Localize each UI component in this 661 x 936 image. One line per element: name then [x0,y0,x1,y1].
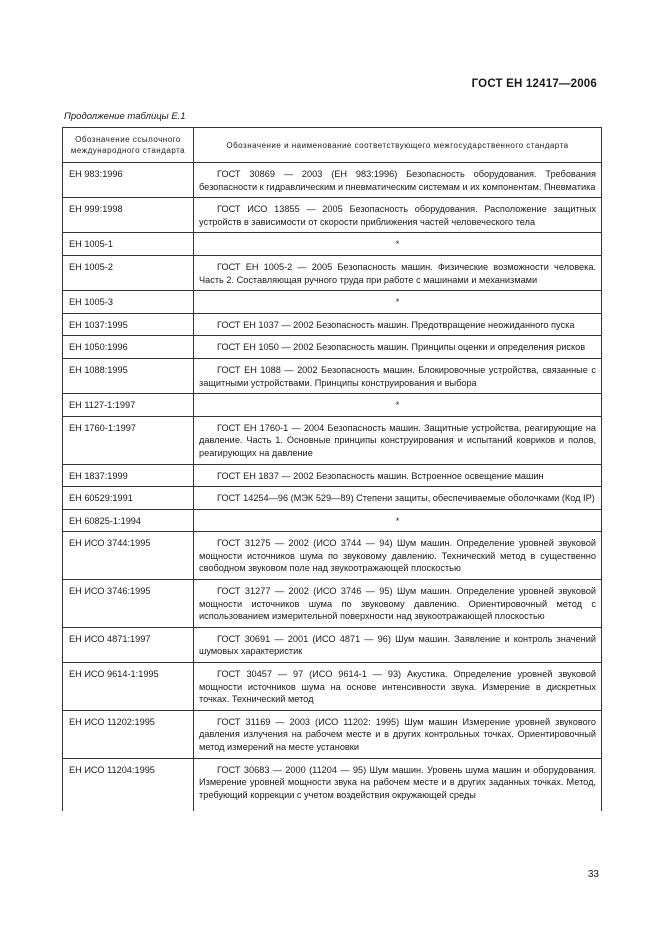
no-equivalent-marker: * [194,233,602,256]
table-continuation-caption: Продолжение таблицы Е.1 [64,111,186,122]
table-row [63,464,602,487]
table-row [63,509,602,532]
international-standard-code: ЕН 1837:1999 [63,464,194,487]
page-number: 33 [587,869,599,880]
no-equivalent-marker: * [194,394,602,417]
table-row [63,627,602,662]
international-standard-code: ЕН 1760-1:1997 [63,416,194,464]
table-header-row [63,128,602,163]
international-standard-code: ЕН 999:1998 [63,198,194,233]
interstate-standard-description: ГОСТ 30691 — 2001 (ИСО 4871 — 96) Шум машин. Заявление и контроль значений шумовых характеристик [194,627,602,662]
column-header-interstate-standard: Обозначение и наименование соответствующего межгосударственного стандарта [194,128,602,163]
table-row [63,163,602,198]
table-body [63,163,602,812]
interstate-standard-description: ГОСТ ЕН 1037 — 2002 Безопасность машин. Предотвращение неожиданного пуска [194,313,602,336]
table-row [63,394,602,417]
international-standard-code: ЕН ИСО 3746:1995 [63,580,194,628]
international-standard-code: ЕН ИСО 11202:1995 [63,710,194,758]
international-standard-code: ЕН 983:1996 [63,163,194,198]
interstate-standard-description: ГОСТ ЕН 1760-1 — 2004 Безопасность машин. Защитные устройства, реагирующие на давление. Часть 1. Основные принципы конструирования и испытаний ковриков и полов, реагирующих на давление [194,416,602,464]
table-row [63,336,602,359]
interstate-standard-description: ГОСТ ЕН 1050 — 2002 Безопасность машин. Принципы оценки и определения рисков [194,336,602,359]
interstate-standard-description: ГОСТ ЕН 1088 — 2002 Безопасность машин. Блокировочные устройства, связанные с защитными устройствами. Принципы конструирования и выбора [194,358,602,393]
interstate-standard-description: ГОСТ 30683 — 2000 (11204 — 95) Шум машин. Уровень шума машин и оборудования. Измерение уровней мощности звука на рабочем месте и в других заданных точках. Метод, требующий коррекции с учетом воздействия окружающей среды [194,758,602,811]
table-row [63,313,602,336]
table-row [63,487,602,510]
international-standard-code: ЕН 1005-3 [63,291,194,314]
table-row [63,758,602,811]
table-row [63,663,602,711]
international-standard-code: ЕН 1088:1995 [63,358,194,393]
international-standard-code: ЕН 1005-1 [63,233,194,256]
interstate-standard-description: ГОСТ 14254—96 (МЭК 529—89) Степени защиты, обеспечиваемые оболочками (Код IP) [194,487,602,510]
interstate-standard-description: ГОСТ ЕН 1005-2 — 2005 Безопасность машин. Физические возможности человека. Часть 2. Составляющая ручного труда при работе с машинами и механизмами [194,255,602,290]
international-standard-code: ЕН 1037:1995 [63,313,194,336]
column-header-international-standard: Обозначение ссылочного международного стандарта [63,128,194,163]
table-row [63,358,602,393]
international-standard-code: ЕН ИСО 3744:1995 [63,532,194,580]
no-equivalent-marker: * [194,291,602,314]
table-row [63,291,602,314]
interstate-standard-description: ГОСТ 31277 — 2002 (ИСО 3746 — 95) Шум машин. Определение уровней звуковой мощности источников шума по звуковому давлению. Ориентировочный метод с использованием измерительной поверхности над звукоотражающей плоскостью [194,580,602,628]
interstate-standard-description: ГОСТ 31169 — 2003 (ИСО 11202: 1995) Шум машин Измерение уровней звукового давления излучения на рабочем месте и в других контрольных точках. Ориентировочный метод измерений на месте установки [194,710,602,758]
table-row [63,255,602,290]
document-code: ГОСТ ЕН 12417—2006 [471,78,597,90]
international-standard-code: ЕН ИСО 4871:1997 [63,627,194,662]
interstate-standard-description: ГОСТ 30869 — 2003 (ЕН 983:1996) Безопасность оборудования. Требования безопасности к гидравлическим и пневматическим системам и их компонентам. Пневматика [194,163,602,198]
international-standard-code: ЕН 1050:1996 [63,336,194,359]
table-row [63,233,602,256]
international-standard-code: ЕН ИСО 11204:1995 [63,758,194,811]
interstate-standard-description: ГОСТ 31275 — 2002 (ИСО 3744 — 94) Шум машин. Определение уровней звуковой мощности источников шума по звуковому давлению. Технический метод в существенно свободном звуковом поле над звукоотражающей плоскостью [194,532,602,580]
international-standard-code: ЕН ИСО 9614-1:1995 [63,663,194,711]
interstate-standard-description: ГОСТ ЕН 1837 — 2002 Безопасность машин. Встроенное освещение машин [194,464,602,487]
table-row [63,416,602,464]
interstate-standard-description: ГОСТ 30457 — 97 (ИСО 9614-1 — 93) Акустика. Определение уровней звуковой мощности источников шума на основе интенсивности звука. Измерение в дискретных точках. Технический метод [194,663,602,711]
international-standard-code: ЕН 60825-1:1994 [63,509,194,532]
table-row [63,198,602,233]
table-row [63,580,602,628]
reference-standards-table [62,127,602,811]
table-row [63,532,602,580]
international-standard-code: ЕН 1005-2 [63,255,194,290]
international-standard-code: ЕН 60529:1991 [63,487,194,510]
international-standard-code: ЕН 1127-1:1997 [63,394,194,417]
no-equivalent-marker: * [194,509,602,532]
interstate-standard-description: ГОСТ ИСО 13855 — 2005 Безопасность оборудования. Расположение защитных устройств в зависимости от скорости приближения частей человеческого тела [194,198,602,233]
table-row [63,710,602,758]
